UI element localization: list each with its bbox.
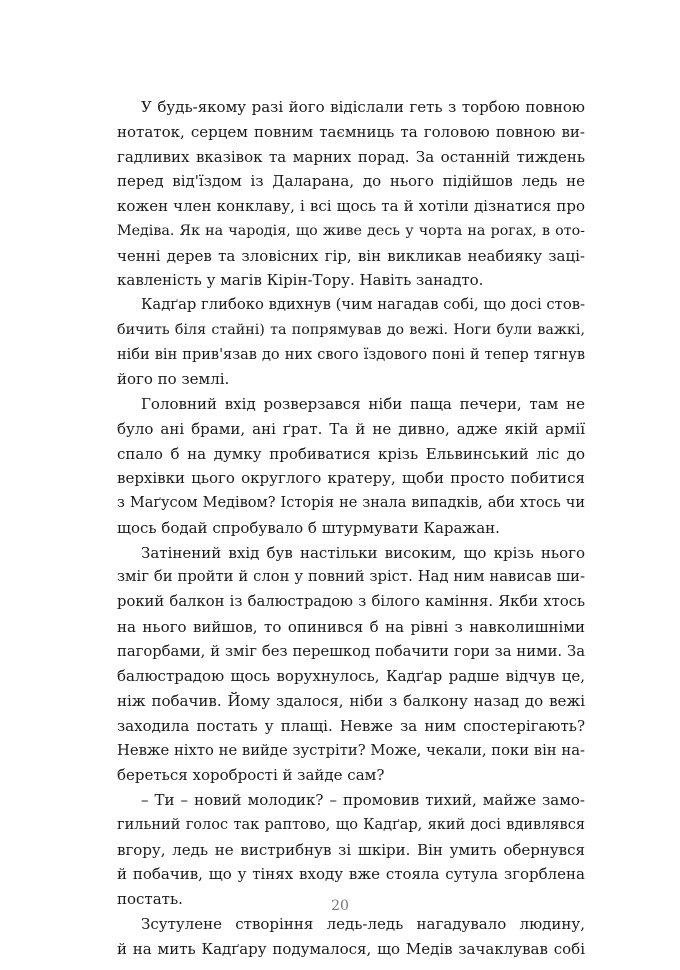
text-line: Головний вхід розверзався ніби паща печери, там не bbox=[141, 395, 585, 413]
paragraph bbox=[117, 912, 585, 962]
text-line: його по землі. bbox=[117, 370, 230, 389]
text-line: гильний голос так раптово, що Кадґар, який досі вдивлявся bbox=[117, 816, 585, 833]
text-line: спало б на думку пробиватися крізь Ельвинський ліс до bbox=[117, 444, 585, 463]
text-line: перед від'їздом із Даларана, до нього підійшов ледь не bbox=[117, 172, 585, 191]
text-line: Невже ніхто не вийде зустріти? Може, чекали, поки він на- bbox=[117, 741, 585, 759]
text-line: постать. bbox=[117, 890, 183, 908]
paragraph bbox=[117, 95, 585, 293]
text-line: вгору, ледь не вистрибнув зі шкіри. Він умить обернувся bbox=[117, 840, 585, 859]
text-line: балюстрадою щось ворухнулось, Кадґар радше відчув це, bbox=[117, 667, 585, 686]
page-number: 20 bbox=[331, 898, 349, 914]
text-line: нотаток, серцем повним таємниць та головою повною ви- bbox=[117, 122, 585, 141]
text-line: Кадґар глибоко вдихнув (чим нагадав собі, що досі стов- bbox=[141, 296, 585, 313]
text-line: з Маґусом Медівом? Історія не знала випадків, аби хтось чи bbox=[117, 495, 585, 511]
text-line: бичить біля стайні) та попрямував до вежі. Ноги були важкі, bbox=[117, 321, 585, 338]
text-line: Медіва. Як на чародія, що живе десь у чорта на рогах, в ото- bbox=[117, 222, 585, 239]
body-text bbox=[117, 95, 585, 961]
text-line: кожен член конклаву, і всі щось та й хотіли дізнатися про bbox=[117, 197, 585, 215]
text-line: й на мить Кадґару подумалося, що Медів зачаклував собі bbox=[117, 939, 585, 958]
text-line: кавленість у магів Кірін-Тору. Навіть занадто. bbox=[117, 271, 484, 290]
text-line: гадливих вказівок та марних порад. За останній тиждень bbox=[117, 147, 585, 166]
paragraph bbox=[117, 392, 585, 541]
text-line: зміг би пройти й слон у повний зріст. Над ним нависав ши- bbox=[117, 568, 585, 586]
text-line: й побачив, що у тінях входу вже стояла сутула згорблена bbox=[117, 865, 585, 884]
text-line: ченні дерев та зловісних гір, він викликав неабияку заці- bbox=[117, 246, 585, 265]
text-line: було ані брами, ані ґрат. Та й не дивно, адже якій армії bbox=[117, 419, 585, 438]
text-line: Зсутулене створіння ледь-ледь нагадувало людину, bbox=[141, 914, 585, 933]
text-line: на нього вийшов, то опинився б на рівні з навколишніми bbox=[117, 617, 585, 636]
text-line: У будь-якому разі його відіслали геть з торбою повною bbox=[141, 98, 585, 116]
paragraph bbox=[117, 541, 585, 789]
paragraph bbox=[117, 788, 585, 912]
text-line: рокий балкон із балюстрадою з білого каміння. Якби хтось bbox=[117, 593, 585, 610]
text-line: ніби він прив'язав до них свого їздового поні й тепер тягнув bbox=[117, 346, 585, 363]
text-line: пагорбами, й зміг без перешкод побачити гори за ними. За bbox=[117, 642, 585, 660]
text-line: береться хоробрості й зайде сам? bbox=[117, 766, 385, 785]
text-line: – Ти – новий молодик? – промовив тихий, майже замо- bbox=[141, 791, 585, 809]
text-line: верхівки цього округлого кратеру, щоби просто побитися bbox=[117, 469, 585, 488]
text-line: заходила постать у плащі. Невже за ним спостерігають? bbox=[117, 716, 585, 735]
text-line: Затінений вхід був настільки високим, що крізь нього bbox=[141, 543, 585, 562]
text-line: ніж побачив. Йому здалося, ніби з балкону назад до вежі bbox=[117, 692, 585, 710]
paragraph bbox=[117, 293, 585, 392]
text-line: щось бодай спробувало б штурмувати Каражан. bbox=[117, 518, 500, 537]
